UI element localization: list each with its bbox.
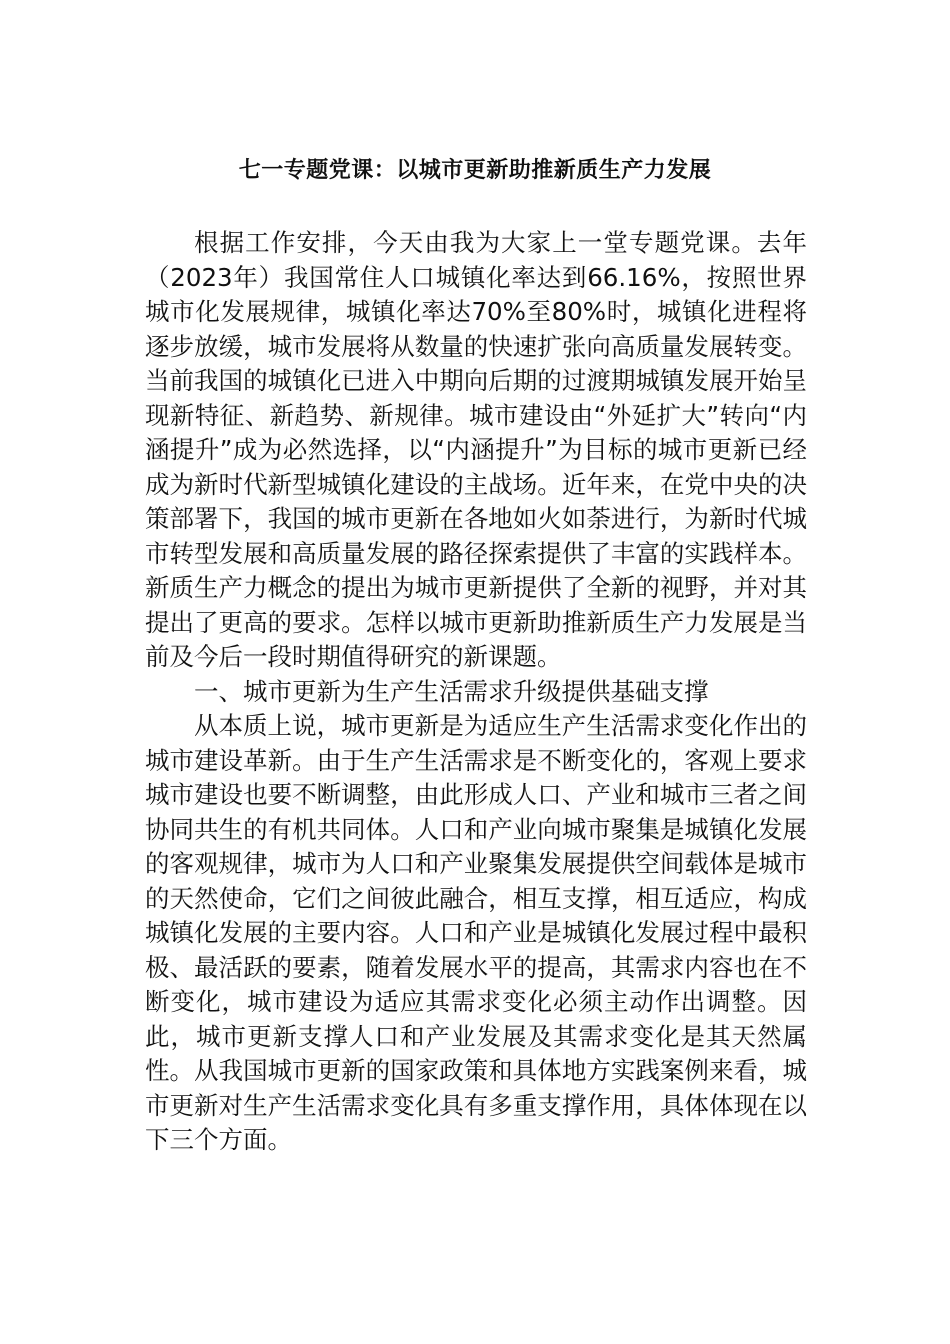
- document-title: 七一专题党课：以城市更新助推新质生产力发展: [238, 158, 712, 183]
- document-body: [145, 226, 807, 1158]
- intro-paragraph: 根据工作安排，今天由我为大家上一堂专题党课。去年（2023年）我国常住人口城镇化率达到66.16%，按照世界城市化发展规律，城镇化率达70%至80%时，城镇化进程将逐步放缓，城市发展将从数量的快速扩张向高质量发展转变。当前我国的城镇化已进入中期向后期的过渡期城镇发展开始呈现新特征、新趋势、新规律。城市建设由“外延扩大”转向“内涵提升”成为必然选择，以“内涵提升”为目标的城市更新已经成为新时代新型城镇化建设的主战场。近年来，在党中央的决策部署下，我国的城市更新在各地如火如荼进行，为新时代城市转型发展和高质量发展的路径探索提供了丰富的实践样本。新质生产力概念的提出为城市更新提供了全新的视野，并对其提出了更高的要求。怎样以城市更新助推新质生产力发展是当前及今后一段时期值得研究的新课题。: [145, 228, 807, 671]
- section-heading: 一、城市更新为生产生活需求升级提供基础支撑: [194, 676, 709, 706]
- section-paragraph: 从本质上说，城市更新是为适应生产生活需求变化作出的城市建设革新。由于生产生活需求是不断变化的，客观上要求城市建设也要不断调整，由此形成人口、产业和城市三者之间协同共生的有机共同体。人口和产业向城市聚集是城镇化发展的客观规律，城市为人口和产业聚集发展提供空间载体是城市的天然使命，它们之间彼此融合，相互支撑，相互适应，构成城镇化发展的主要内容。人口和产业是城镇化发展过程中最积极、最活跃的要素，随着发展水平的提高，其需求内容也在不断变化，城市建设为适应其需求变化必须主动作出调整。因此，城市更新支撑人口和产业发展及其需求变化是其天然属性。从我国城市更新的国家政策和具体地方实践案例来看，城市更新对生产生活需求变化具有多重支撑作用，具体体现在以下三个方面。: [145, 711, 807, 1154]
